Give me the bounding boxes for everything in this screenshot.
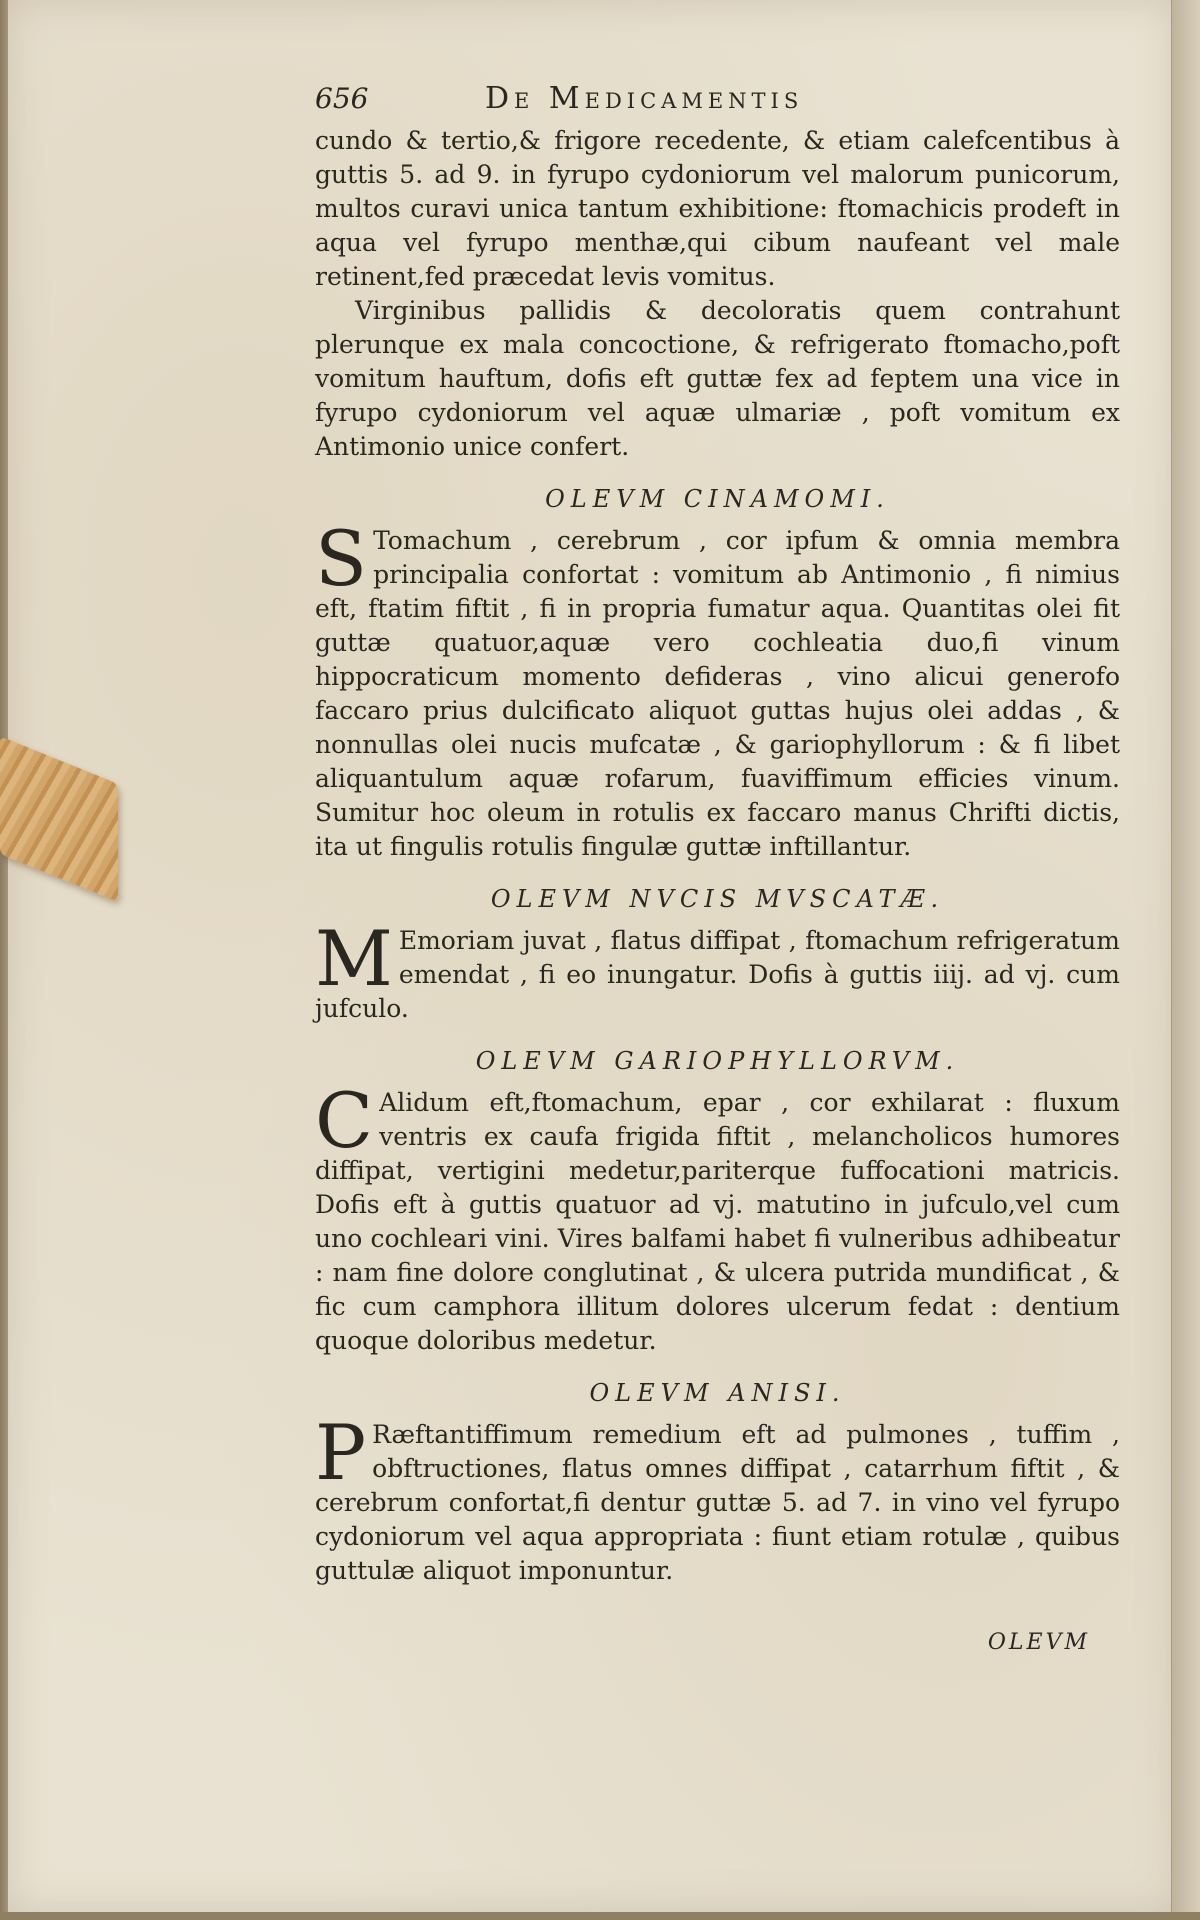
section-heading: OLEVM GARIOPHYLLORVM. <box>475 1047 960 1075</box>
section-heading: OLEVM ANISI. <box>589 1379 846 1407</box>
running-head <box>315 82 1120 124</box>
facing-page-edge <box>1171 0 1200 1920</box>
page-bottom-edge <box>0 1912 1200 1920</box>
section-heading: OLEVM CINAMOMI. <box>545 485 890 513</box>
section-text: Alidum eft,ftomachum, epar , cor exhilarat : fluxum ventris ex caufa frigida fiftit , melancholicos humores diffipat, vertigini medetur,pariterque fuffocationi matricis. Dofis eft à guttis quatuor ad vj. matutino in jufculo,vel cum uno cochleari vini. Vires balfami habet fi vulneribus adhibeatur : nam fine dolore conglutinat , & ulcera putrida mundificat , & fic cum camphora illitum dolores ulcerum fedat : dentium quoque doloribus medetur. <box>315 1088 1120 1355</box>
drop-cap: M <box>315 914 393 1003</box>
section-text: Ræftantiffimum remedium eft ad pulmones , tuffim , obftructiones, flatus omnes diffipat , catarrhum fiftit , & cerebrum confortat,fi dentur guttæ 5. ad 7. in vino vel fyrupo cydoniorum vel aqua appropriata : fiunt etiam rotulæ , quibus guttulæ aliquot imponuntur. <box>315 1420 1120 1585</box>
section-text: Emoriam juvat , flatus diffipat , ftomachum refrigeratum emendat , fi eo inungatur. Dofis à guttis iiij. ad vj. cum jufculo. <box>315 926 1120 1023</box>
page-number: 656 <box>315 82 369 115</box>
catchword: OLEVM <box>987 1630 1090 1655</box>
section-paragraph <box>315 1408 1120 1588</box>
intro-paragraph-2: Virginibus pallidis & decoloratis quem contrahunt plerunque ex mala concoctione, & refrigerato ftomacho,poft vomitum hauftum, dofis eft guttæ fex ad feptem una vice in fyrupo cydoniorum vel aquæ ulmariæ , poft vomitum ex Antimonio unice confert. <box>315 296 1120 461</box>
section-oleum-nucis-muscatae <box>315 882 1120 1026</box>
intro-paragraph-1: cundo & tertio,& frigore recedente, & etiam calefcentibus à guttis 5. ad 9. in fyrupo cydoniorum vel malorum punicorum, multos curavi unica tantum exhibitione: ftomachicis prodeft in aqua vel fyrupo menthæ,qui cibum naufeant vel male retinent,fed præcedat levis vomitus. <box>315 126 1120 291</box>
section-paragraph <box>315 914 1120 1026</box>
section-paragraph <box>315 514 1120 864</box>
section-oleum-gariophyllorum <box>315 1044 1120 1358</box>
section-oleum-cinamomi <box>315 482 1120 864</box>
drop-cap: S <box>315 514 368 603</box>
section-text: Tomachum , cerebrum , cor ipfum & omnia membra principalia confortat : vomitum ab Antimonio , fi nimius eft, ftatim fiftit , fi in propria fumatur aqua. Quantitas olei fit guttæ quatuor,aquæ vero cochleatia duo,fi vinum hippocraticum momento defideras , vino alicui generofo faccaro prius dulcificato aliquot guttas hujus olei addas , & nonnullas olei nucis mufcatæ , & gariophyllorum : & fi libet aliquantulum aquæ rofarum, fuaviffimum efficies vinum. Sumitur hoc oleum in rotulis ex faccaro manus Chrifti dictis, ita ut fingulis rotulis fingulæ guttæ inftillantur. <box>315 526 1120 861</box>
section-heading: OLEVM NVCIS MVSCATÆ. <box>490 885 945 913</box>
running-title: De Medicamentis <box>485 81 804 116</box>
page-text-block <box>315 82 1120 1660</box>
drop-cap: C <box>315 1076 374 1165</box>
section-oleum-anisi <box>315 1376 1120 1588</box>
section-paragraph <box>315 1076 1120 1358</box>
drop-cap: P <box>315 1408 367 1497</box>
